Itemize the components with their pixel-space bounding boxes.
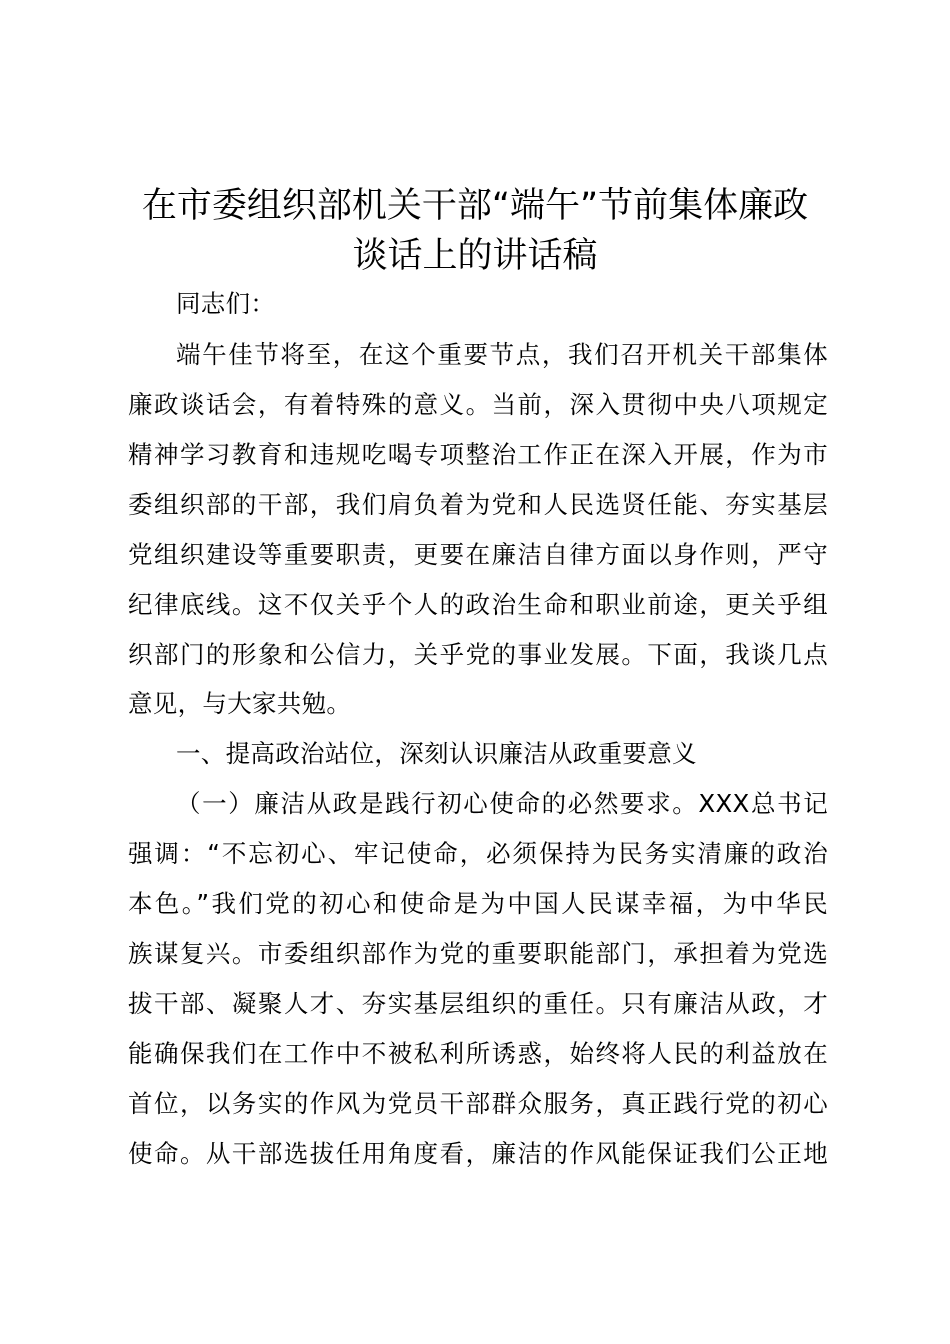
paragraph-2-line: 强调：“不忘初心、牢记使命，必须保持为民务实清廉的政治 — [128, 839, 828, 868]
paragraph-2-line: 使命。从干部选拔任用角度看，廉洁的作风能保证我们公正地 — [128, 1139, 828, 1168]
section-heading-1: 一、提高政治站位，深刻认识廉洁从政重要意义 — [176, 739, 697, 768]
paragraph-1-line: 委组织部的干部，我们肩负着为党和人民选贤任能、夯实基层 — [128, 490, 828, 519]
paragraph-2-line: 本色。”我们党的初心和使命是为中国人民谋幸福，为中华民 — [128, 889, 828, 918]
paragraph-2-line: 能确保我们在工作中不被私利所诱惑，始终将人民的利益放在 — [128, 1039, 828, 1068]
paragraph-2-line: 拔干部、凝聚人才、夯实基层组织的重任。只有廉洁从政，才 — [128, 989, 828, 1018]
paragraph-1-line: 精神学习教育和违规吃喝专项整治工作正在深入开展，作为市 — [128, 440, 828, 469]
document-title-line-2: 谈话上的讲话稿 — [352, 236, 598, 276]
paragraph-2-line: 首位，以务实的作风为党员干部群众服务，真正践行党的初心 — [128, 1089, 828, 1118]
paragraph-2-line: 族谋复兴。市委组织部作为党的重要职能部门，承担着为党选 — [128, 939, 828, 968]
paragraph-1-line: 意见，与大家共勉。 — [128, 689, 352, 718]
paragraph-1-line: 党组织建设等重要职责，更要在廉洁自律方面以身作则，严守 — [128, 540, 828, 569]
paragraph-1-line: 端午佳节将至，在这个重要节点，我们召开机关干部集体 — [176, 340, 828, 369]
document-title-line-1: 在市委组织部机关干部“端午”节前集体廉政 — [141, 186, 809, 226]
paragraph-2-line: （一）廉洁从政是践行初心使命的必然要求。XXX总书记 — [176, 789, 828, 818]
paragraph-1-line: 纪律底线。这不仅关乎个人的政治生命和职业前途，更关乎组 — [128, 590, 828, 619]
paragraph-1-line: 廉政谈话会，有着特殊的意义。当前，深入贯彻中央八项规定 — [128, 390, 828, 419]
paragraph-1-line: 织部门的形象和公信力，关乎党的事业发展。下面，我谈几点 — [128, 640, 828, 669]
salutation: 同志们： — [176, 289, 276, 318]
